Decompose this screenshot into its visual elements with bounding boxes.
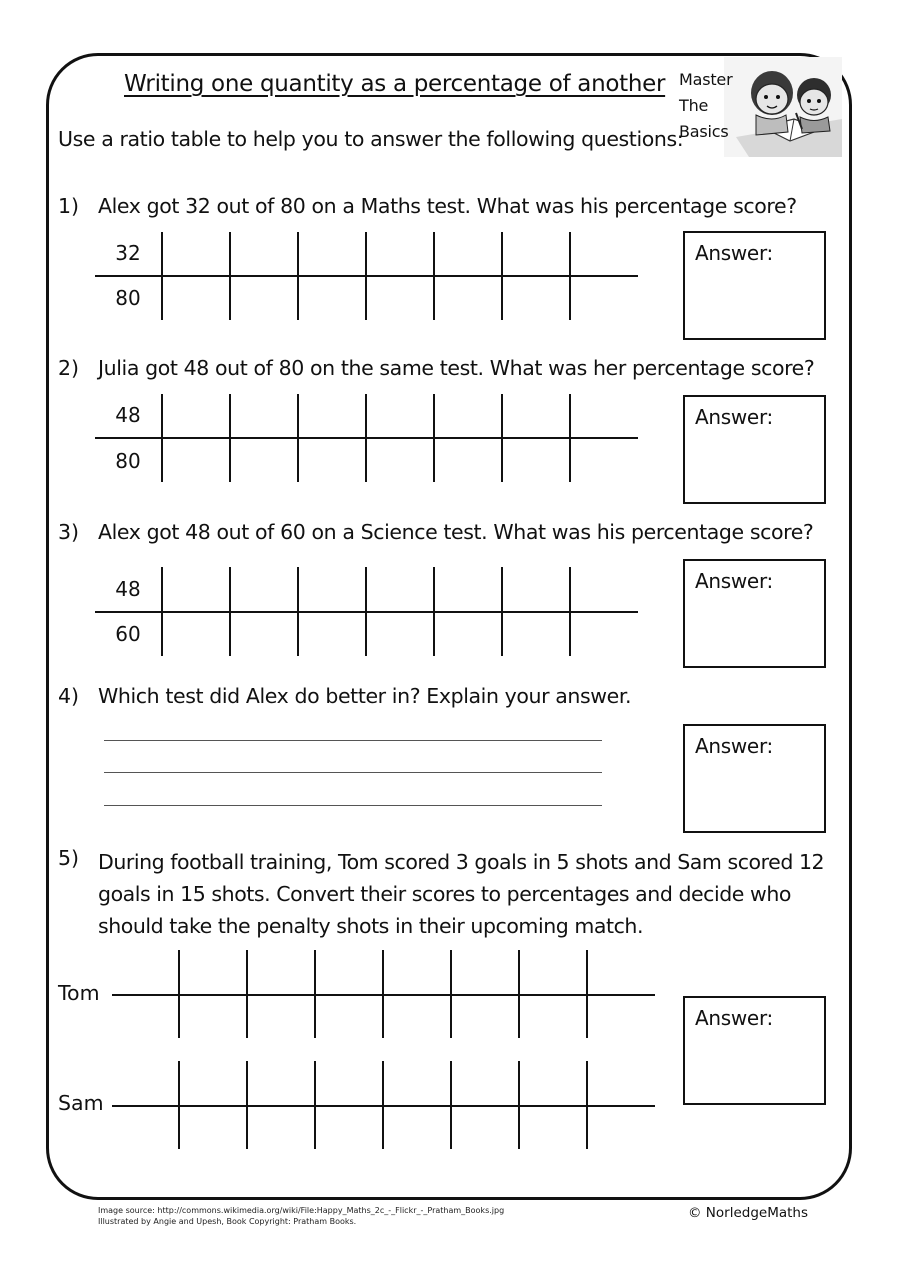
question-number: 5) <box>58 846 80 870</box>
question-text: During football training, Tom scored 3 goals in 5 shots and Sam scored 12 goals in 15 shots. Convert their scores to percentages and decide who should take the penalty shots in their upcoming match. <box>98 850 825 938</box>
ratio-table-column-line <box>229 232 231 320</box>
question-number: 2) <box>58 356 80 380</box>
ratio-table-column-line <box>501 232 503 320</box>
ratio-table-top-value: 32 <box>115 241 141 265</box>
ratio-table-column-line <box>433 232 435 320</box>
writing-line[interactable] <box>104 772 602 773</box>
ratio-table-column-line <box>382 1061 384 1149</box>
ratio-table-column-line <box>569 232 571 320</box>
ratio-table-column-line <box>161 394 163 482</box>
answer-box[interactable] <box>683 395 826 504</box>
illustration-credit-line: Illustrated by Angie and Upesh, Book Copyright: Pratham Books. <box>98 1217 357 1226</box>
ratio-table-column-line <box>433 394 435 482</box>
image-source-note <box>98 1205 504 1227</box>
logo-text-master: Master <box>679 70 733 89</box>
instructions: Use a ratio table to help you to answer the following questions: <box>58 127 684 151</box>
ratio-table-column-line <box>450 950 452 1038</box>
answer-label: Answer: <box>695 1006 773 1030</box>
answer-label: Answer: <box>695 569 773 593</box>
answer-label: Answer: <box>695 241 773 265</box>
logo-text-basics: Basics <box>679 122 729 141</box>
ratio-table-column-line <box>297 394 299 482</box>
ratio-table-column-line <box>297 232 299 320</box>
worksheet-title: Writing one quantity as a percentage of another <box>124 71 666 97</box>
question-number: 4) <box>58 684 80 708</box>
ratio-table-column-line <box>365 567 367 656</box>
logo-text-the: The <box>679 96 709 115</box>
ratio-table-column-line <box>501 394 503 482</box>
ratio-table-column-line <box>501 567 503 656</box>
ratio-table-bottom-value: 80 <box>115 449 141 473</box>
image-source-line: Image source: http://commons.wikimedia.org/wiki/File:Happy_Maths_2c_-_Flickr_-_Pratham_Books.jpg <box>98 1206 505 1215</box>
ratio-table-column-line <box>246 1061 248 1149</box>
ratio-table-column-line <box>433 567 435 656</box>
ratio-table-column-line <box>161 232 163 320</box>
ratio-table-column-line <box>161 567 163 656</box>
ratio-table-column-line <box>450 1061 452 1149</box>
ratio-table-column-line <box>586 1061 588 1149</box>
question-text: Which test did Alex do better in? Explain your answer. <box>98 684 632 708</box>
writing-line[interactable] <box>104 805 602 806</box>
ratio-table-column-line <box>365 394 367 482</box>
ratio-table-column-line <box>518 950 520 1038</box>
ratio-table-column-line <box>246 950 248 1038</box>
ratio-table-column-line <box>229 567 231 656</box>
question-number: 1) <box>58 194 80 218</box>
question-text: Alex got 48 out of 60 on a Science test. What was his percentage score? <box>98 520 814 544</box>
row-label-tom: Tom <box>58 981 100 1005</box>
ratio-table-bottom-value: 80 <box>115 286 141 310</box>
ratio-table-column-line <box>365 232 367 320</box>
answer-label: Answer: <box>695 405 773 429</box>
ratio-table-column-line <box>178 950 180 1038</box>
ratio-table-column-line <box>569 567 571 656</box>
question-text: Alex got 32 out of 80 on a Maths test. What was his percentage score? <box>98 194 797 218</box>
ratio-table-column-line <box>314 950 316 1038</box>
ratio-table-column-line <box>178 1061 180 1149</box>
ratio-table-column-line <box>586 950 588 1038</box>
ratio-table-column-line <box>314 1061 316 1149</box>
ratio-table-bottom-value: 60 <box>115 622 141 646</box>
question-number: 3) <box>58 520 80 544</box>
ratio-table-top-value: 48 <box>115 577 141 601</box>
writing-line[interactable] <box>104 740 602 741</box>
ratio-table-column-line <box>229 394 231 482</box>
ratio-table-column-line <box>518 1061 520 1149</box>
answer-box[interactable] <box>683 231 826 340</box>
ratio-table-column-line <box>382 950 384 1038</box>
answer-box[interactable] <box>683 724 826 833</box>
answer-label: Answer: <box>695 734 773 758</box>
row-label-sam: Sam <box>58 1091 104 1115</box>
question-text: Julia got 48 out of 80 on the same test. What was her percentage score? <box>98 356 815 380</box>
copyright-notice: © NorledgeMaths <box>688 1205 809 1221</box>
answer-box[interactable] <box>683 559 826 668</box>
answer-box[interactable] <box>683 996 826 1105</box>
ratio-table-column-line <box>569 394 571 482</box>
ratio-table-top-value: 48 <box>115 403 141 427</box>
ratio-table-column-line <box>297 567 299 656</box>
